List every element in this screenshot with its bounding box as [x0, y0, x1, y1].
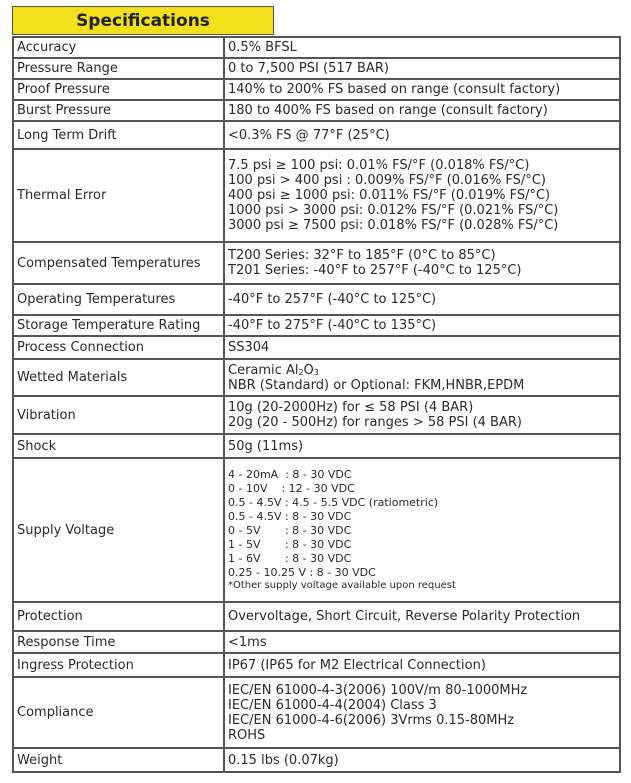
table-row — [13, 396, 620, 434]
row-label: Long Term Drift — [13, 121, 224, 149]
row-label: Wetted Materials — [13, 359, 224, 396]
row-label: Thermal Error — [13, 149, 224, 242]
row-value: SS304 — [224, 336, 620, 359]
table-row — [13, 58, 620, 79]
row-value: Overvoltage, Short Circuit, Reverse Polarity Protection — [224, 602, 620, 631]
table-row — [13, 121, 620, 149]
row-label: Vibration — [13, 396, 224, 434]
table-row — [13, 677, 620, 748]
row-value: <0.3% FS @ 77°F (25°C) — [224, 121, 620, 149]
table-row — [13, 336, 620, 359]
row-label: Accuracy — [13, 37, 224, 58]
row-label: Compliance — [13, 677, 224, 748]
row-label: Burst Pressure — [13, 100, 224, 121]
row-label: Ingress Protection — [13, 653, 224, 677]
table-row — [13, 602, 620, 631]
specifications-title: Specifications — [12, 6, 274, 35]
row-label: Storage Temperature Rating — [13, 315, 224, 336]
row-label: Process Connection — [13, 336, 224, 359]
row-value: 0.15 lbs (0.07kg) — [224, 748, 620, 772]
ceramic-al2o3: Ceramic $Al_2O_3$ — [228, 362, 319, 378]
row-value: Ceramic $Al_2O_3$ NBR (Standard) or Optional: FKM,HNBR,EPDM — [224, 359, 620, 396]
table-row — [13, 434, 620, 458]
row-value: -40°F to 275°F (-40°C to 135°C) — [224, 315, 620, 336]
row-label: Weight — [13, 748, 224, 772]
row-value: 50g (11ms) — [224, 434, 620, 458]
supply-voltage-note: *Other supply voltage available upon request — [228, 580, 456, 591]
row-label: Protection — [13, 602, 224, 631]
table-row — [13, 284, 620, 315]
row-value: IP67 (IP65 for M2 Electrical Connection) — [224, 653, 620, 677]
row-value: 180 to 400% FS based on range (consult factory) — [224, 100, 620, 121]
table-row — [13, 37, 620, 58]
row-label: Operating Temperatures — [13, 284, 224, 315]
table-row — [13, 653, 620, 677]
table-row — [13, 631, 620, 653]
row-label: Pressure Range — [13, 58, 224, 79]
table-row — [13, 458, 620, 602]
row-value: IEC/EN 61000-4-3(2006) 100V/m 80-1000MHz IEC/EN 61000-4-4(2004) Class 3 IEC/EN 61000-4-6(2006) 3Vrms 0.15-80MHz ROHS — [224, 677, 620, 748]
row-label: Response Time — [13, 631, 224, 653]
row-value: -40°F to 257°F (-40°C to 125°C) — [224, 284, 620, 315]
row-label: Supply Voltage — [13, 458, 224, 602]
row-value: T200 Series: 32°F to 185°F (0°C to 85°C) T201 Series: -40°F to 257°F (-40°C to 125°C) — [224, 242, 620, 284]
row-value: 4 - 20mA : 8 - 30 VDC 0 - 10V : 12 - 30 VDC 0.5 - 4.5V : 4.5 - 5.5 VDC (ratiometric) 0.5 - 4.5V : 8 - 30 VDC 0 - 5V : 8 - 30 VDC 1 - 5V : 8 - 30 VDC 1 - 6V : 8 - 30 VDC 0.25 - 10.25 V : 8 - 30 VDC *Other supply voltage available upon request — [224, 458, 620, 602]
row-label: Compensated Temperatures — [13, 242, 224, 284]
row-value: 0.5% BFSL — [224, 37, 620, 58]
table-row — [13, 359, 620, 396]
specifications-table — [12, 36, 621, 773]
row-value: 0 to 7,500 PSI (517 BAR) — [224, 58, 620, 79]
row-value: 140% to 200% FS based on range (consult factory) — [224, 79, 620, 100]
table-row — [13, 748, 620, 772]
table-row — [13, 242, 620, 284]
table-row — [13, 149, 620, 242]
row-label: Shock — [13, 434, 224, 458]
row-value: 10g (20-2000Hz) for ≤ 58 PSI (4 BAR) 20g (20 - 500Hz) for ranges > 58 PSI (4 BAR) — [224, 396, 620, 434]
table-row — [13, 100, 620, 121]
row-value: <1ms — [224, 631, 620, 653]
table-row — [13, 315, 620, 336]
table-row — [13, 79, 620, 100]
row-value: 7.5 psi ≥ 100 psi: 0.01% FS/°F (0.018% FS/°C) 100 psi > 400 psi : 0.009% FS/°F (0.016% FS/°C) 400 psi ≥ 1000 psi: 0.011% FS/°F (0.019% FS/°C) 1000 psi > 3000 psi: 0.012% FS/°F (0.021% FS/°C) 3000 psi ≥ 7500 psi: 0.018% FS/°F (0.028% FS/°C) — [224, 149, 620, 242]
row-label: Proof Pressure — [13, 79, 224, 100]
